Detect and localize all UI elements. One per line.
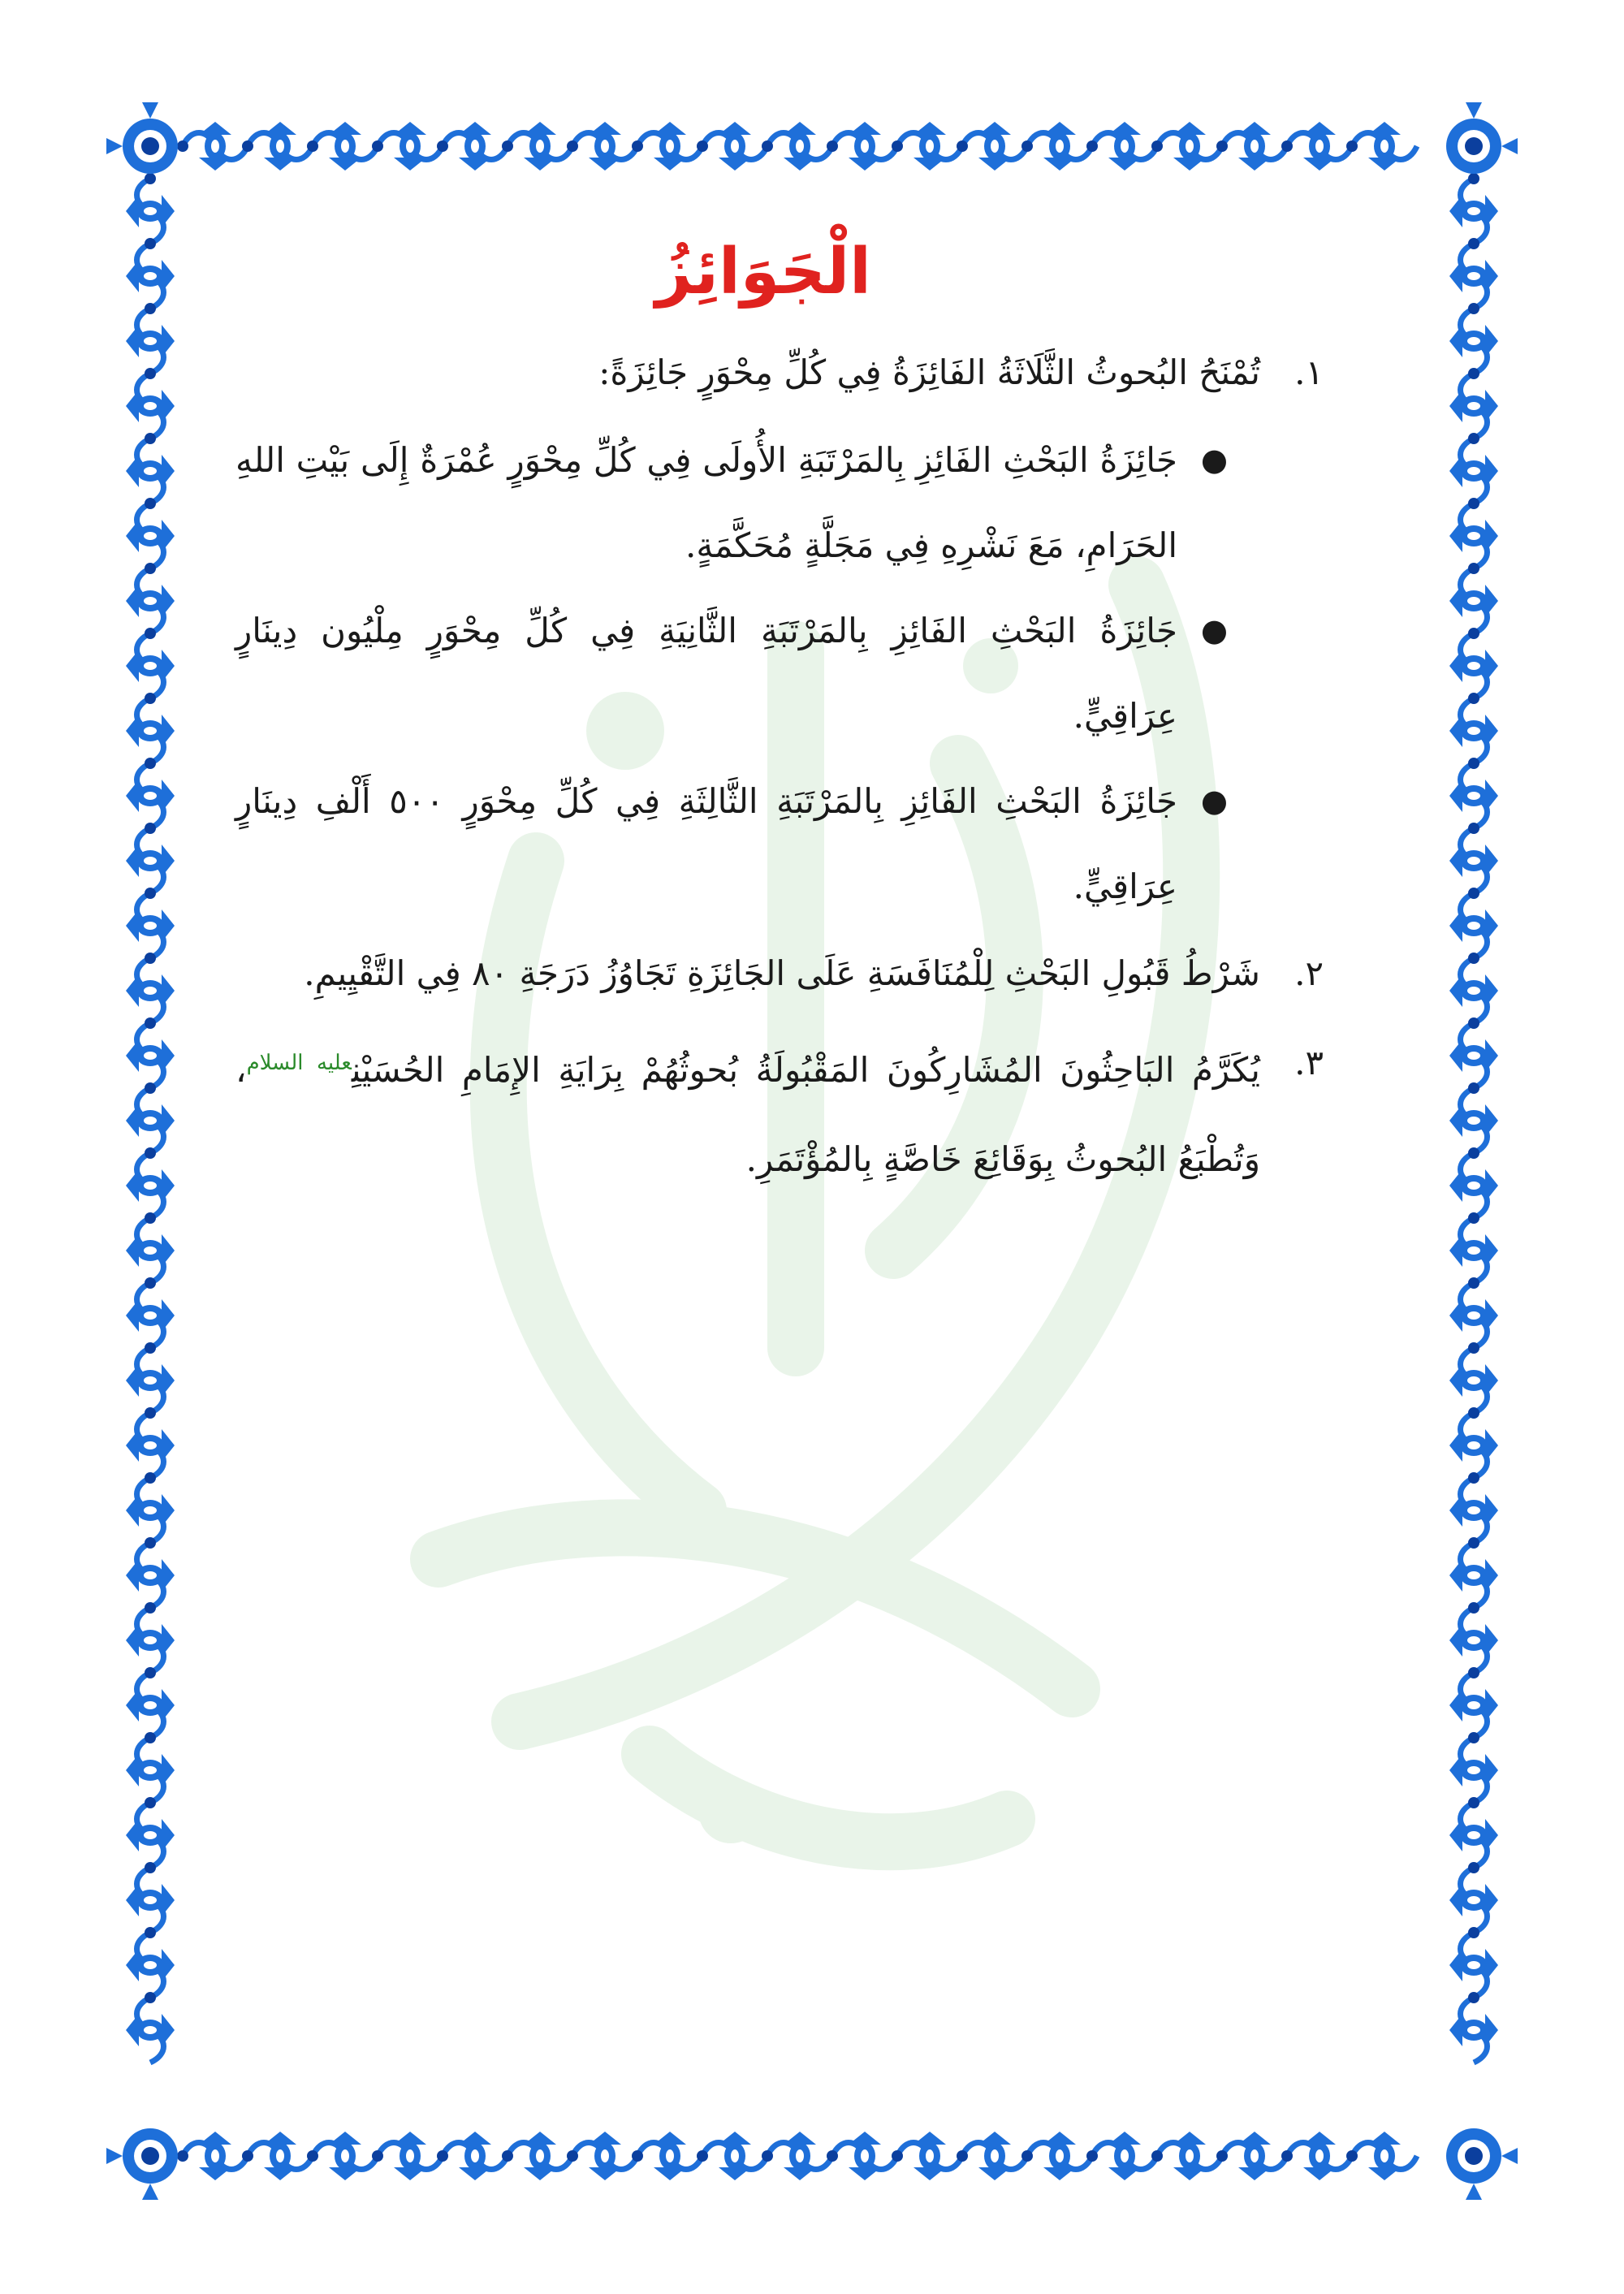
frame-ornament xyxy=(126,368,175,438)
item-number: ٢. xyxy=(1294,953,1324,994)
honorific-mark: عليه السلام xyxy=(246,1051,352,1076)
frame-ornament xyxy=(126,1472,175,1543)
frame-ornament xyxy=(307,122,378,171)
item-number: ١. xyxy=(1294,352,1324,393)
frame-ornament xyxy=(697,2132,767,2180)
prize-bullets xyxy=(235,417,1324,929)
frame-ornament xyxy=(1281,2132,1352,2180)
frame-ornament xyxy=(126,238,175,309)
frame-ornament xyxy=(1021,122,1092,171)
frame-ornament xyxy=(1449,1082,1498,1153)
frame-ornament xyxy=(1216,122,1287,171)
item-text-wrapper xyxy=(235,1018,1260,1204)
frame-ornament xyxy=(126,1082,175,1153)
frame-ornament xyxy=(126,1537,175,1608)
frame-ornament xyxy=(1449,953,1498,1023)
frame-ornament xyxy=(1449,1147,1498,1218)
frame-top-border xyxy=(177,122,1417,171)
frame-ornament xyxy=(957,122,1027,171)
frame-ornament xyxy=(1449,1797,1498,1868)
frame-ornament xyxy=(1449,1602,1498,1673)
frame-ornament xyxy=(126,563,175,633)
frame-ornament xyxy=(126,433,175,503)
frame-ornament xyxy=(632,122,702,171)
frame-ornament xyxy=(762,2132,832,2180)
frame-ornament xyxy=(1449,1732,1498,1803)
frame-ornament xyxy=(1449,1407,1498,1478)
frame-ornament xyxy=(632,2132,702,2180)
prizes-content xyxy=(235,231,1324,1204)
frame-ornament xyxy=(126,1277,175,1348)
list-item xyxy=(235,328,1324,417)
frame-ornament xyxy=(502,122,572,171)
frame-ornament xyxy=(437,122,508,171)
frame-ornament xyxy=(126,888,175,958)
bullet-dot-icon: ● xyxy=(1200,612,1228,649)
frame-ornament xyxy=(126,1797,175,1868)
frame-ornament xyxy=(126,1147,175,1218)
frame-ornament xyxy=(1449,1927,1498,1998)
frame-ornament xyxy=(126,1212,175,1283)
frame-ornament xyxy=(126,823,175,893)
bullet-dot-icon: ● xyxy=(1200,442,1228,478)
frame-ornament xyxy=(1449,823,1498,893)
frame-ornament xyxy=(1449,173,1498,244)
frame-ornament xyxy=(892,122,962,171)
item-text: تُمْنَحُ البُحوثُ الثَّلَاثَةُ الفَائِزَةُ فِي كُلِّ مِحْوَرٍ جَائِزَةً: xyxy=(598,352,1260,393)
item-text-continued: ، وَتُطْبَعُ البُحوثُ بِوَقَائِعَ خَاصَّةٍ بِالمُؤْتَمَرِ. xyxy=(235,1050,1260,1180)
frame-right-border xyxy=(1449,173,1498,2063)
frame-ornament xyxy=(1449,433,1498,503)
bullet-item xyxy=(235,758,1228,929)
frame-ornament xyxy=(1449,1537,1498,1608)
frame-ornament xyxy=(126,1927,175,1998)
frame-ornament xyxy=(1449,758,1498,828)
frame-ornament xyxy=(126,1992,175,2063)
frame-ornament xyxy=(567,2132,637,2180)
bullet-item xyxy=(235,588,1228,758)
frame-ornament xyxy=(1449,1017,1498,1088)
frame-ornament xyxy=(827,122,897,171)
bullet-text: جَائِزَةُ البَحْثِ الفَائِزِ بِالمَرْتَبَةِ الثَّانِيَةِ فِي كُلِّ مِحْوَرٍ مِلْيُون دِينَارٍ عِرَاقِيٍّ. xyxy=(235,611,1177,737)
frame-ornament xyxy=(1449,1862,1498,1933)
frame-ornament xyxy=(1449,498,1498,568)
frame-ornament xyxy=(126,1667,175,1738)
frame-ornament xyxy=(892,2132,962,2180)
frame-ornament xyxy=(177,2132,248,2180)
frame-ornament xyxy=(372,122,443,171)
frame-ornament xyxy=(1449,1277,1498,1348)
frame-left-border xyxy=(126,173,175,2063)
frame-ornament xyxy=(1449,888,1498,958)
frame-ornament xyxy=(827,2132,897,2180)
frame-ornament xyxy=(1086,122,1157,171)
frame-ornament xyxy=(242,122,313,171)
frame-ornament xyxy=(126,1602,175,1673)
frame-ornament xyxy=(697,122,767,171)
frame-ornament xyxy=(1021,2132,1092,2180)
frame-ornament xyxy=(1281,122,1352,171)
item-number: ٣. xyxy=(1294,1043,1324,1083)
bullet-dot-icon: ● xyxy=(1200,783,1228,819)
frame-ornament xyxy=(437,2132,508,2180)
frame-ornament xyxy=(126,758,175,828)
frame-ornament xyxy=(1449,368,1498,438)
frame-ornament xyxy=(126,173,175,244)
frame-ornament xyxy=(1449,303,1498,374)
frame-ornament xyxy=(1449,628,1498,698)
bullet-text: جَائِزَةُ البَحْثِ الفَائِزِ بِالمَرْتَبَةِ الأُولَى فِي كُلِّ مِحْوَرٍ عُمْرَةٌ إِلَى بَيْتِ اللهِ الحَرَامِ، مَعَ نَشْرِهِ فِي مَجَلَّةٍ مُحَكَّمَةٍ. xyxy=(235,440,1177,566)
frame-ornament xyxy=(1449,563,1498,633)
bullet-item xyxy=(235,417,1228,588)
frame-ornament xyxy=(1449,1212,1498,1283)
frame-ornament xyxy=(1449,1472,1498,1543)
frame-ornament xyxy=(1449,1342,1498,1413)
frame-ornament xyxy=(126,1732,175,1803)
list-item xyxy=(235,929,1324,1018)
item-text: يُكَرَّمُ البَاحِثُونَ المُشَارِكُونَ المَقْبُولَةُ بُحوثُهُمْ بِرَايَةِ الإِمَامِ الحُسَيْنِ xyxy=(351,1050,1260,1091)
frame-ornament xyxy=(1449,1667,1498,1738)
frame-ornament xyxy=(177,122,248,171)
frame-ornament xyxy=(1216,2132,1287,2180)
frame-ornament xyxy=(567,122,637,171)
frame-ornament xyxy=(1151,2132,1222,2180)
page-title: الْجَوَائِزُ xyxy=(655,235,871,309)
frame-ornament xyxy=(126,953,175,1023)
frame-ornament xyxy=(1151,122,1222,171)
frame-ornament xyxy=(126,693,175,763)
frame-ornament xyxy=(502,2132,572,2180)
bullet-text: جَائِزَةُ البَحْثِ الفَائِزِ بِالمَرْتَبَةِ الثَّالِثَةِ فِي كُلِّ مِحْوَرٍ ٥٠٠ أَلْفِ دِينَارٍ عِرَاقِيٍّ. xyxy=(235,781,1177,907)
frame-ornament xyxy=(126,1342,175,1413)
frame-ornament xyxy=(372,2132,443,2180)
frame-ornament xyxy=(1449,693,1498,763)
frame-ornament xyxy=(126,498,175,568)
frame-ornament xyxy=(1449,238,1498,309)
frame-ornament xyxy=(126,1407,175,1478)
frame-ornament xyxy=(1086,2132,1157,2180)
frame-ornament xyxy=(957,2132,1027,2180)
frame-ornament xyxy=(1346,122,1417,171)
frame-ornament xyxy=(242,2132,313,2180)
frame-ornament xyxy=(126,628,175,698)
item-text: شَرْطُ قَبُولِ البَحْثِ لِلْمُنَافَسَةِ عَلَى الجَائِزَةِ تَجَاوُزُ دَرَجَةِ ٨٠ فِي التَّقْيِيمِ. xyxy=(304,953,1260,994)
list-item xyxy=(235,1018,1324,1204)
frame-ornament xyxy=(1346,2132,1417,2180)
frame-ornament xyxy=(126,303,175,374)
frame-bottom-border xyxy=(177,2132,1417,2180)
frame-ornament xyxy=(1449,1992,1498,2063)
frame-ornament xyxy=(307,2132,378,2180)
frame-ornament xyxy=(762,122,832,171)
frame-ornament xyxy=(126,1862,175,1933)
frame-ornament xyxy=(126,1017,175,1088)
